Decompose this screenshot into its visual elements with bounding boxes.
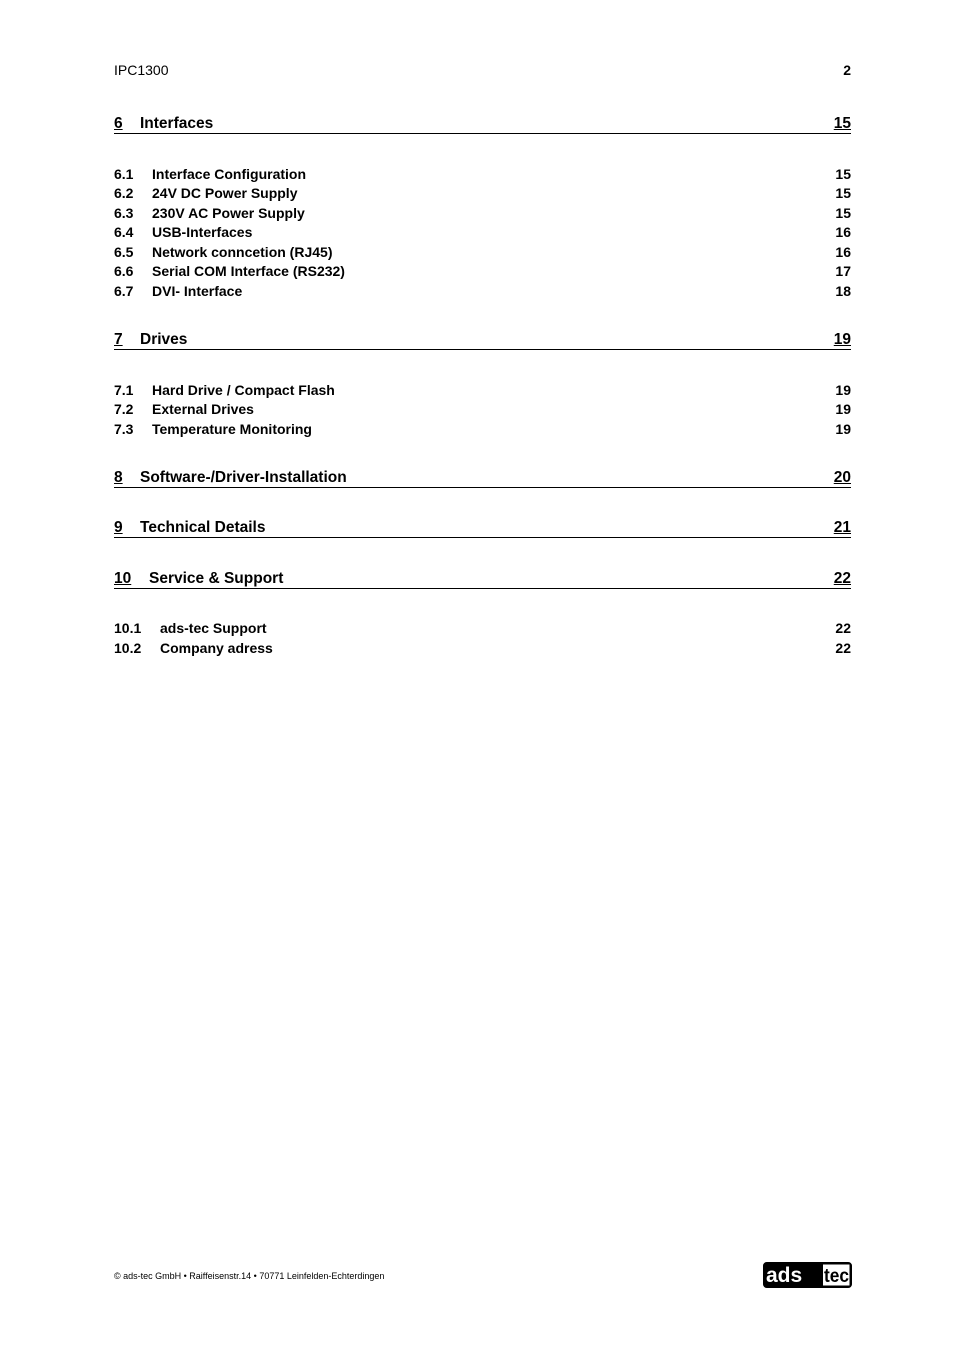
toc-number: 7.3 bbox=[114, 421, 134, 437]
toc-section-6-6[interactable] bbox=[114, 262, 851, 280]
toc-page: 19 bbox=[833, 331, 851, 348]
toc-title: Interfaces bbox=[140, 115, 214, 132]
toc-page: 15 bbox=[833, 115, 851, 132]
toc-title: ads-tec Support bbox=[160, 620, 267, 636]
toc-section-6-7[interactable] bbox=[114, 282, 851, 300]
toc-title: USB-Interfaces bbox=[152, 224, 253, 240]
toc-number: 6.2 bbox=[114, 185, 134, 201]
toc-section-6-5[interactable] bbox=[114, 243, 851, 261]
toc-page: 22 bbox=[833, 570, 851, 587]
toc-chapter-8[interactable] bbox=[114, 469, 851, 488]
toc-number: 7.2 bbox=[114, 401, 134, 417]
toc-section-6-1[interactable] bbox=[114, 165, 851, 183]
toc-page: 15 bbox=[835, 185, 851, 201]
header-page-number: 2 bbox=[843, 62, 851, 78]
toc-page: 19 bbox=[835, 382, 851, 398]
toc-page: 19 bbox=[835, 421, 851, 437]
logo-text-tec: tec bbox=[824, 1266, 850, 1287]
toc-section-10-2[interactable] bbox=[114, 639, 851, 657]
toc-title: Temperature Monitoring bbox=[152, 421, 312, 437]
toc-section-7-2[interactable] bbox=[114, 400, 851, 418]
toc-page: 16 bbox=[835, 244, 851, 260]
toc-page: 22 bbox=[835, 640, 851, 656]
toc-number: 7 bbox=[114, 331, 123, 348]
toc-page: 18 bbox=[835, 283, 851, 299]
header-title: IPC1300 bbox=[114, 62, 169, 78]
toc-title: Serial COM Interface (RS232) bbox=[152, 263, 345, 279]
toc-number: 6.6 bbox=[114, 263, 134, 279]
toc-section-6-2[interactable] bbox=[114, 184, 851, 202]
toc-page: 22 bbox=[835, 620, 851, 636]
toc-number: 10.1 bbox=[114, 620, 142, 636]
toc-title: 230V AC Power Supply bbox=[152, 205, 305, 221]
toc-section-7-3[interactable] bbox=[114, 420, 851, 438]
toc-number: 6 bbox=[114, 115, 123, 132]
toc-number: 9 bbox=[114, 519, 123, 536]
toc-section-10-1[interactable] bbox=[114, 619, 851, 637]
toc-title: External Drives bbox=[152, 401, 254, 417]
toc-number: 10 bbox=[114, 570, 132, 587]
toc-page: 16 bbox=[835, 224, 851, 240]
toc-title: Technical Details bbox=[140, 519, 266, 536]
toc-page: 17 bbox=[835, 263, 851, 279]
toc-section-7-1[interactable] bbox=[114, 381, 851, 399]
toc-title: Interface Configuration bbox=[152, 166, 307, 182]
toc-chapter-6[interactable] bbox=[114, 115, 851, 134]
toc-number: 8 bbox=[114, 469, 123, 486]
toc-title: Software-/Driver-Installation bbox=[140, 469, 347, 486]
toc-title: Hard Drive / Compact Flash bbox=[152, 382, 335, 398]
toc-title: Drives bbox=[140, 331, 188, 348]
toc-number: 10.2 bbox=[114, 640, 142, 656]
toc-number: 7.1 bbox=[114, 382, 134, 398]
toc-title: Company adress bbox=[160, 640, 273, 656]
toc-section-6-3[interactable] bbox=[114, 204, 851, 222]
toc-page: 19 bbox=[835, 401, 851, 417]
toc-page: 15 bbox=[835, 166, 851, 182]
toc-title: Service & Support bbox=[149, 570, 284, 587]
toc-title: 24V DC Power Supply bbox=[152, 185, 298, 201]
toc-chapter-9[interactable] bbox=[114, 519, 851, 538]
toc-number: 6.4 bbox=[114, 224, 134, 240]
toc-title: Network conncetion (RJ45) bbox=[152, 244, 333, 260]
toc-chapter-10[interactable] bbox=[114, 570, 851, 589]
toc-page: 15 bbox=[835, 205, 851, 221]
toc-chapter-7[interactable] bbox=[114, 331, 851, 350]
toc-number: 6.1 bbox=[114, 166, 134, 182]
footer-copyright: © ads-tec GmbH • Raiffeisenstr.14 • 70771 Leinfelden-Echterdingen bbox=[114, 1271, 385, 1281]
toc-page: 20 bbox=[833, 469, 851, 486]
toc-number: 6.3 bbox=[114, 205, 134, 221]
logo-text-ads: ads bbox=[766, 1264, 803, 1287]
toc-title: DVI- Interface bbox=[152, 283, 243, 299]
toc-section-6-4[interactable] bbox=[114, 223, 851, 241]
toc-number: 6.5 bbox=[114, 244, 134, 260]
toc-page: 21 bbox=[833, 519, 851, 536]
toc-number: 6.7 bbox=[114, 283, 134, 299]
ads-tec-logo bbox=[763, 1262, 852, 1288]
